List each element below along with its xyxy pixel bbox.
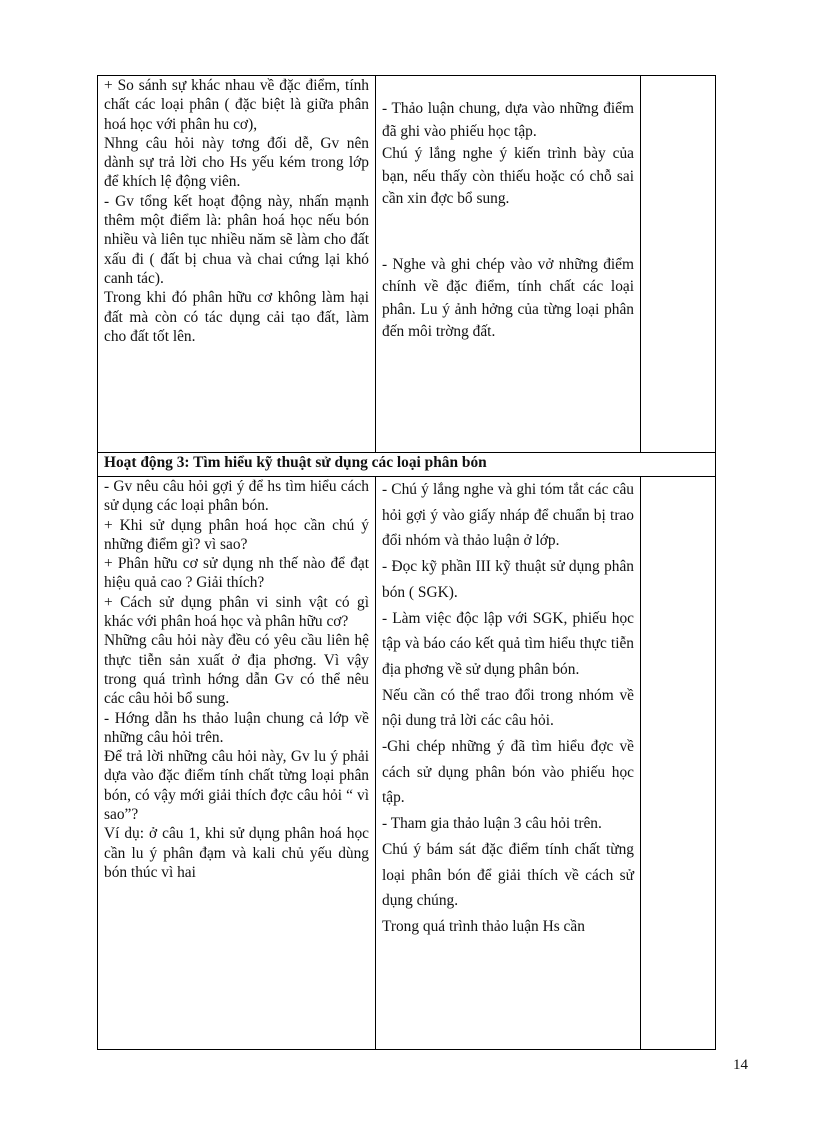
- text-block: + Phân hữu cơ sử dụng nh thế nào để đạt hiệu quả cao ? Giải thích?: [104, 555, 369, 592]
- text-block: Ví dụ: ở câu 1, khi sử dụng phân hoá học cần lu ý phân đạm và kali chủ yếu dùng bón thúc vì hai: [104, 825, 369, 881]
- text-block: Trong khi đó phân hữu cơ không làm hại đất mà còn có tác dụng cải tạo đất, làm cho đất tốt lên.: [104, 289, 369, 345]
- text-block: + So sánh sự khác nhau về đặc điểm, tính chất các loại phân ( đặc biệt là giữa phân hoá học với phân hu cơ),: [104, 77, 369, 133]
- text-block: - Nghe và ghi chép vào vở những điểm chính về đặc điểm, tính chất các loại phân. Lu ý ảnh hởng của từng loại phân đến môi trờng đất.: [382, 255, 634, 340]
- text-block: Những câu hỏi này đều có yêu cầu liên hệ thực tiễn sản xuất ở địa phơng. Vì vậy trong quá trình hớng dẫn Gv có thể nêu các câu hỏi bổ sung.: [104, 632, 369, 708]
- text-block: - Gv tổng kết hoạt động này, nhấn mạnh thêm một điểm là: phân hoá học nếu bón nhiều và liên tục nhiều năm sẽ làm cho đất xấu đi ( đất bị chua và chai cứng lại khó canh tác).: [104, 192, 369, 287]
- table-row: [98, 453, 716, 477]
- text-block: - Hớng dẫn hs thảo luận chung cả lớp về những câu hỏi trên.: [104, 709, 369, 746]
- teacher-activity-cell: [98, 477, 376, 1050]
- student-activity-cell: [376, 477, 641, 1050]
- text-block: Nhng câu hỏi này tơng đối dễ, Gv nên dành sự trả lời cho Hs yếu kém trong lớp để khích lệ động viên.: [104, 134, 369, 191]
- text-block: - Tham gia thảo luận 3 câu hỏi trên.: [382, 815, 602, 833]
- text-block: - Thảo luận chung, dựa vào những điểm đã ghi vào phiếu học tập.: [382, 100, 634, 140]
- teacher-activity-cell: [98, 76, 376, 453]
- text-block: - Đọc kỹ phần III kỹ thuật sử dụng phân bón ( SGK).: [382, 558, 634, 601]
- table-row: [98, 76, 716, 453]
- text-block: - Gv nêu câu hỏi gợi ý để hs tìm hiểu cách sử dụng các loại phân bón.: [104, 478, 369, 515]
- text-block: - Làm việc độc lập với SGK, phiếu học tập và báo cáo kết quả tìm hiểu thực tiễn địa phơng về sử dụng phân bón.: [382, 609, 634, 678]
- text-block: Trong quá trình thảo luận Hs cần: [382, 917, 585, 935]
- text-block: Chú ý lắng nghe ý kiến trình bày của bạn, nếu thấy còn thiếu hoặc có chỗ sai cần xin đợc bổ sung.: [382, 145, 634, 207]
- student-activity-cell: [376, 76, 641, 453]
- text-block: + Cách sử dụng phân vi sinh vật có gì khác với phân hoá học và phân hữu cơ?: [104, 593, 369, 631]
- text-block: - Chú ý lắng nghe và ghi tóm tắt các câu hỏi gợi ý vào giấy nháp để chuẩn bị trao đổi nhóm và thảo luận ở lớp.: [382, 481, 634, 550]
- activity-heading: Hoạt động 3: Tìm hiểu kỹ thuật sử dụng các loại phân bón: [98, 453, 716, 477]
- notes-cell: [641, 76, 716, 453]
- text-block: -Ghi chép những ý đã tìm hiểu đợc về cách sử dụng phân bón vào phiếu học tập.: [382, 738, 634, 807]
- text-block: + Khi sử dụng phân hoá học cần chú ý những điểm gì? vì sao?: [104, 516, 369, 553]
- lesson-plan-table: [97, 75, 716, 1050]
- text-block: Chú ý bám sát đặc điểm tính chất từng loại phân bón để giải thích về cách sử dụng chúng.: [382, 840, 634, 910]
- text-block: Nếu cần có thể trao đổi trong nhóm về nội dung trả lời các câu hỏi.: [382, 686, 634, 730]
- table-row: [98, 477, 716, 1050]
- text-block: Để trả lời những câu hỏi này, Gv lu ý phải dựa vào đặc điểm tính chất từng loại phân bón, có vậy mới giải thích đợc câu hỏi “ vì sao”?: [104, 748, 369, 824]
- page-number: 14: [733, 1057, 748, 1073]
- notes-cell: [641, 477, 716, 1050]
